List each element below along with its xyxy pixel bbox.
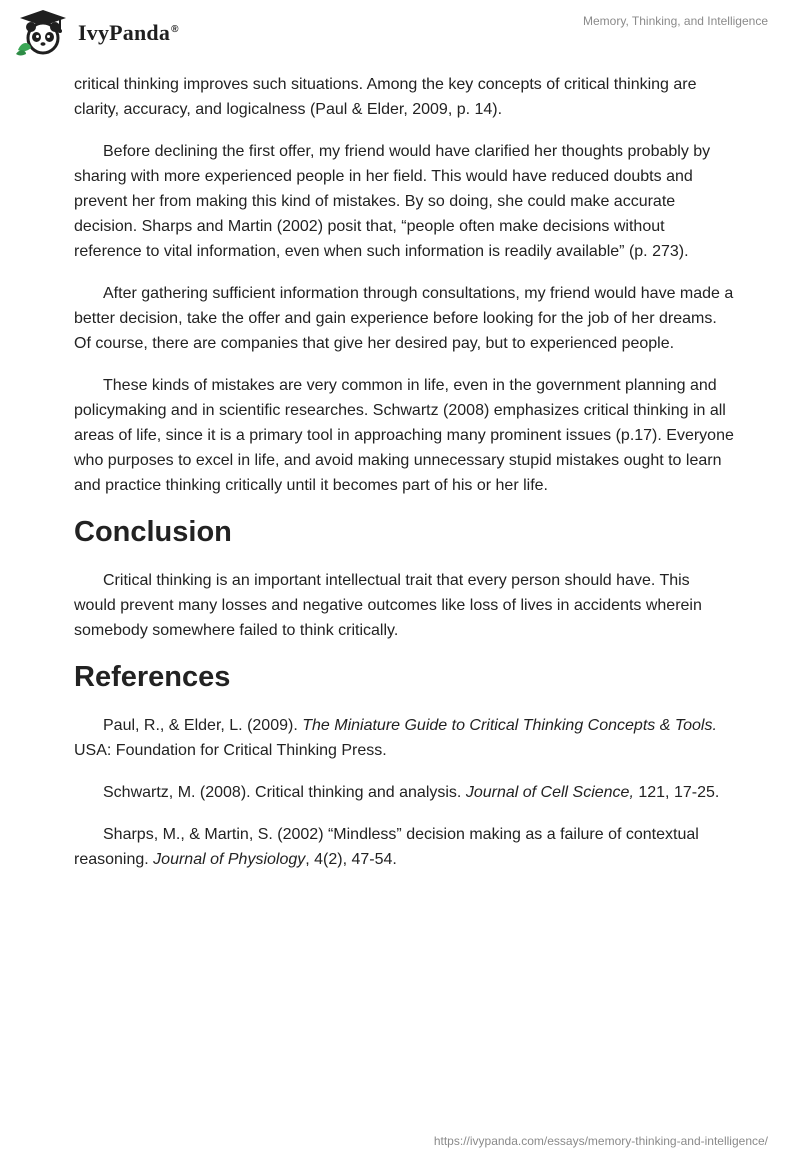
reference-item [74, 713, 734, 763]
reference-details: USA: Foundation for Critical Thinking Press. [74, 742, 387, 759]
reference-details: 121, 17-25. [633, 784, 720, 801]
reference-title: Journal of Physiology [153, 851, 306, 868]
reference-authors: Schwartz, M. (2008). Critical thinking and analysis. [103, 784, 466, 801]
essay-content [74, 72, 734, 889]
body-paragraph-2: Before declining the first offer, my friend would have clarified her thoughts probably by sharing with more experienced people in her field. This would have reduced doubts and prevent her from making this kind of mistakes. By so doing, she could make accurate decision. Sharps and Martin (2002) posit that, “people often make decisions without reference to vital information, even when such information is readily available” (p. 273). [74, 143, 711, 260]
ivypanda-logo[interactable] [14, 8, 179, 58]
brand-name: IvyPanda® [78, 20, 179, 45]
reference-authors: Sharps, M., & Martin, S. (2002) “Mindless” decision making as a failure of contextual reasoning. [74, 826, 699, 868]
reference-title: Journal of Cell Science, [465, 784, 634, 801]
references-heading: References [74, 661, 231, 693]
reference-item [74, 822, 734, 872]
reference-title: The Miniature Guide to Critical Thinking Concepts & Tools. [302, 717, 717, 734]
conclusion-heading: Conclusion [74, 516, 232, 548]
body-paragraph-3: After gathering sufficient information through consultations, my friend would have made a better decision, take the offer and gain experience before looking for the job of her dreams. Of course, there are companies that give her desired pay, but to experienced people. [74, 285, 734, 352]
body-paragraph-4: These kinds of mistakes are very common in life, even in the government planning and policymaking and in scientific researches. Schwartz (2008) emphasizes critical thinking in all areas of life, since it is a primary tool in approaching many prominent issues (p.17). Everyone who purposes to excel in life, and avoid making unnecessary stupid mistakes ought to learn and practice thinking critically until it becomes part of his or her life. [74, 377, 734, 494]
reference-details: , 4(2), 47-54. [305, 851, 397, 868]
panda-logo-icon [14, 8, 72, 58]
reference-item [74, 780, 734, 805]
page-header [0, 0, 800, 64]
conclusion-paragraph: Critical thinking is an important intellectual trait that every person should have. This would prevent many losses and negative outcomes like loss of lives in accidents wherein somebody somewhere failed to think critically. [74, 572, 702, 639]
source-url-link[interactable]: https://ivypanda.com/essays/memory-thinking-and-intelligence/ [433, 1134, 768, 1148]
reference-authors: Paul, R., & Elder, L. (2009). [103, 717, 303, 734]
document-title: Memory, Thinking, and Intelligence [583, 14, 768, 28]
registered-mark: ® [171, 23, 179, 35]
body-paragraph-1: critical thinking improves such situations. Among the key concepts of critical thinking are clarity, accuracy, and logicalness (Paul & Elder, 2009, p. 14). [74, 76, 697, 118]
